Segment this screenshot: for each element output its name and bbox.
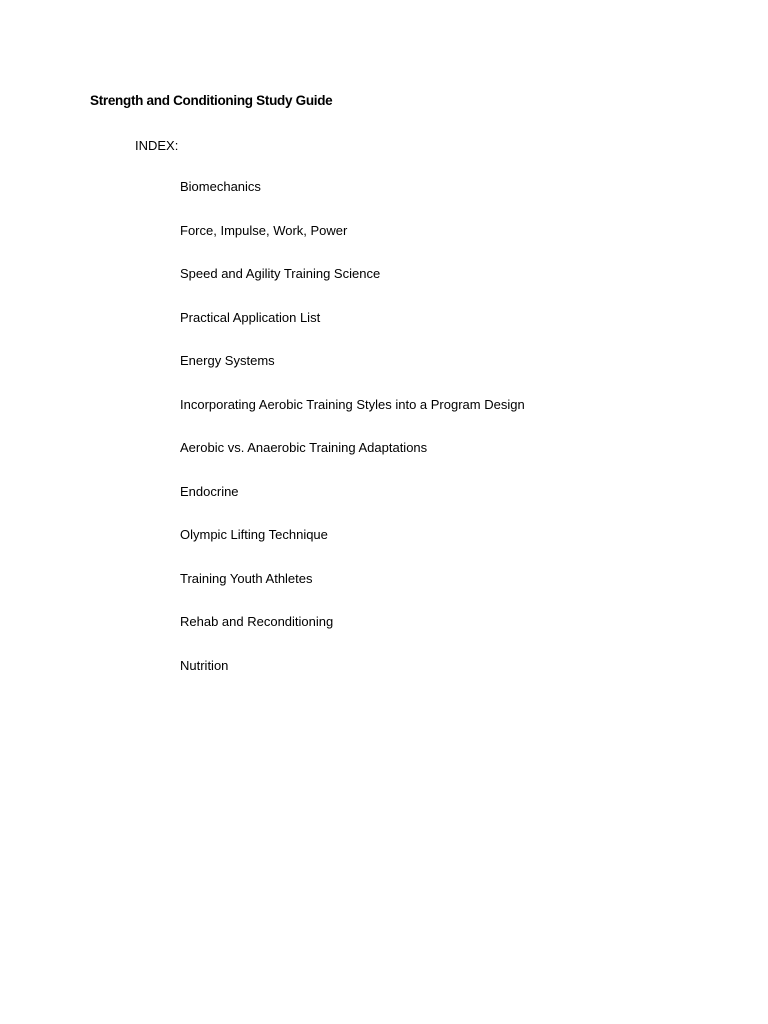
index-item-olympic-lifting: Olympic Lifting Technique [180, 527, 328, 542]
index-item-energy-systems: Energy Systems [180, 353, 275, 368]
index-item-force-impulse-work-power: Force, Impulse, Work, Power [180, 222, 348, 238]
index-item-speed-agility: Speed and Agility Training Science [180, 266, 381, 281]
index-heading: INDEX: [135, 138, 179, 153]
index-item-youth-athletes: Training Youth Athletes [180, 570, 313, 586]
index-item-endocrine: Endocrine [180, 483, 239, 499]
index-item-nutrition: Nutrition [180, 657, 229, 673]
index-item-aerobic-anaerobic-adaptations: Aerobic vs. Anaerobic Training Adaptations [180, 440, 428, 455]
document-title: Strength and Conditioning Study Guide [90, 93, 333, 108]
index-list [180, 179, 525, 701]
index-item-rehab-reconditioning: Rehab and Reconditioning [180, 614, 334, 629]
index-item-biomechanics: Biomechanics [180, 179, 261, 194]
index-item-aerobic-program-design: Incorporating Aerobic Training Styles into a Program Design [180, 396, 525, 412]
index-item-practical-application: Practical Application List [180, 309, 321, 325]
